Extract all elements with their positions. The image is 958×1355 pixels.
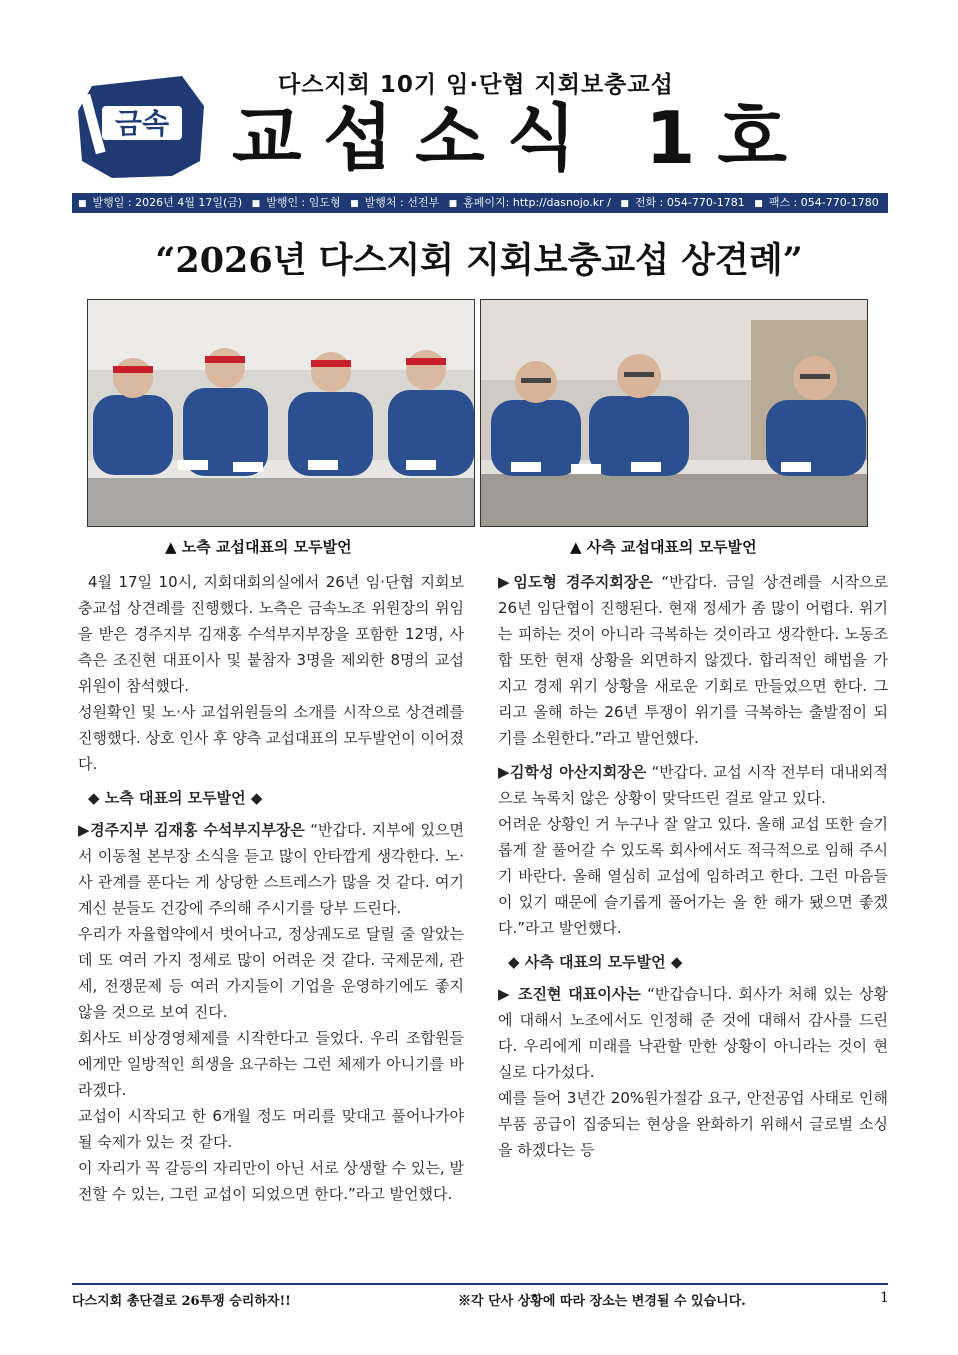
- photo-management-representatives: [480, 299, 868, 527]
- speech-text: “반갑다. 지부에 있으면서 이동철 본부장 소식을 듣고 많이 안타깝게 생각한다. 노·사 관계를 푼다는 게 상당한 스트레스가 많을 것 같다. 여기 계신 분들도 건강에 주의해 주시기를 당부 드린다.: [78, 821, 464, 917]
- page-number: 1: [880, 1290, 889, 1306]
- section-heading-labor: ◆ 노측 대표의 모두발언 ◆: [88, 789, 263, 807]
- union-logo: [72, 66, 210, 182]
- footer-slogan: 다스지회 총단결로 26투쟁 승리하자!!: [72, 1294, 291, 1309]
- intro-paragraph-1: 4월 17일 10시, 지회대회의실에서 26년 임·단협 지회보충교섭 상견례를 진행했다. 노측은 금속노조 위원장의 위임을 받은 경주지부 김재홍 수석부지부장을 포함한 12명, 사측은 조진현 대표이사 및 붙참자 3명을 제외한 8명의 교섭위원이 참석했다.: [78, 573, 464, 695]
- speaker-name: ▶ 조진현 대표이사는: [498, 985, 641, 1003]
- intro-paragraph-2: 성원확인 및 노·사 교섭위원들의 소개를 시작으로 상견례를 진행했다. 상호 인사 후 양측 교섭대표의 모두발언이 이어졌다.: [78, 703, 464, 773]
- phone-number: 전화 : 054-770-1781: [634, 196, 745, 209]
- caption-management: ▲ 사측 교섭대표의 모두발언: [570, 538, 757, 556]
- speech-text: “반갑습니다. 회사가 처해 있는 상황에 대해서 노조에서도 인정해 준 것에 대해서 감사를 드린다. 우리에게 미래를 낙관할 만한 상황이 아니라는 것이 현실로 다가섰다.: [498, 985, 888, 1081]
- issue-date: 발행일 : 2026년 4월 17일(금): [92, 196, 243, 209]
- speaker-name: ▶김학성 아산지회장은: [498, 763, 647, 781]
- publication-info-bar: ■ 발행일 : 2026년 4월 17일(금) ■ 발행인 : 임도형 ■ 발행처 : 선전부 ■ 홈페이지: http://dasnojo.kr / ■ 전화 : 054-770-1781 ■ 팩스 : 054-770-1780: [72, 193, 888, 213]
- speech-paragraph: 우리가 자율협약에서 벗어나고, 정상궤도로 달릴 줄 알았는데 또 여러 가지 정세로 많이 어려운 것 같다. 국제문제, 관세, 전쟁문제 등 여러 가지들이 기업을 운영하기에도 좋지 않을 것으로 보여 진다.: [78, 925, 464, 1021]
- speech-paragraph: 교섭이 시작되고 한 6개월 정도 머리를 맞대고 풀어나가야 될 숙제가 있는 것 같다.: [78, 1107, 464, 1151]
- fax-number: 팩스 : 054-770-1780: [768, 196, 879, 209]
- article-left-column: [78, 569, 464, 1207]
- newsletter-subtitle: 다스지회 10기 임·단협 지회보충교섭: [278, 72, 674, 98]
- speech-paragraph: 회사도 비상경영체제를 시작한다고 들었다. 우리 조합원들에게만 일방적인 희생을 요구하는 그런 체제가 아니기를 바라겠다.: [78, 1029, 464, 1099]
- homepage-link[interactable]: 홈페이지: http://dasnojo.kr /: [463, 196, 611, 209]
- logo-text: 금속: [114, 107, 170, 140]
- footer-notice: ※각 단사 상황에 따라 장소는 변경될 수 있습니다.: [458, 1294, 746, 1309]
- article-right-column: [498, 569, 888, 1163]
- speech-paragraph: [498, 759, 888, 811]
- speech-paragraph: 어려운 상황인 거 누구나 잘 알고 있다. 올해 교섭 또한 슬기롭게 잘 풀어갈 수 있도록 회사에서도 적극적으로 임해 주시기 바란다. 올해 열심히 교섭에 임하려고 한다. 그런 마음들이 있기 때문에 슬기롭게 풀어가는 올 한 해가 됐으면 좋겠다.”라고 발언했다.: [498, 815, 888, 937]
- speech-text: “반갑다. 금일 상견례를 시작으로 26년 임단협이 진행된다. 현재 정세가 좀 많이 어렵다. 위기는 피하는 것이 아니라 극복하는 것이라고 생각한다. 노동조합 또한 현재 상황을 외면하지 않겠다. 합리적인 해법을 가지고 경제 위기 상황을 새로운 기회로 만들었으면 한다. 그리고 올해 하는 26년 투쟁이 위기를 극복하는 출발점이 되기를 소원한다.”라고 발언했다.: [498, 573, 889, 747]
- speech-text: “반갑다. 교섭 시작 전부터 대내외적으로 녹록치 않은 상황이 맞닥뜨린 걸로 알고 있다.: [498, 763, 888, 807]
- newsletter-title: 교섭소식 1호: [232, 96, 809, 180]
- photo-labor-representatives: [87, 299, 475, 527]
- speech-paragraph: 예를 들어 3년간 20%원가절감 요구, 안전공업 사태로 인해 부품 공급이 집중되는 현상을 완화하기 위해서 글로벌 소싱을 하겠다는 등: [498, 1089, 888, 1159]
- footer-divider: [72, 1283, 888, 1285]
- speech-paragraph: [78, 817, 464, 921]
- issuing-office: 발행처 : 선전부: [364, 196, 440, 209]
- caption-labor: ▲ 노측 교섭대표의 모두발언: [165, 538, 352, 556]
- speech-paragraph: [498, 981, 888, 1085]
- speaker-name: ▶경주지부 김재홍 수석부지부장은: [78, 821, 305, 839]
- speaker-name: ▶임도형 경주지회장은: [498, 573, 653, 591]
- article-headline: “2026년 다스지회 지회보충교섭 상견례”: [155, 240, 803, 281]
- speech-paragraph: 이 자리가 꼭 갈등의 자리만이 아닌 서로 상생할 수 있는, 발전할 수 있는, 그런 교섭이 되었으면 한다.”라고 발언했다.: [78, 1159, 464, 1203]
- speech-paragraph: [498, 569, 888, 751]
- section-heading-management: ◆ 사측 대표의 모두발언 ◆: [508, 953, 683, 971]
- publisher: 발행인 : 임도형: [266, 196, 341, 209]
